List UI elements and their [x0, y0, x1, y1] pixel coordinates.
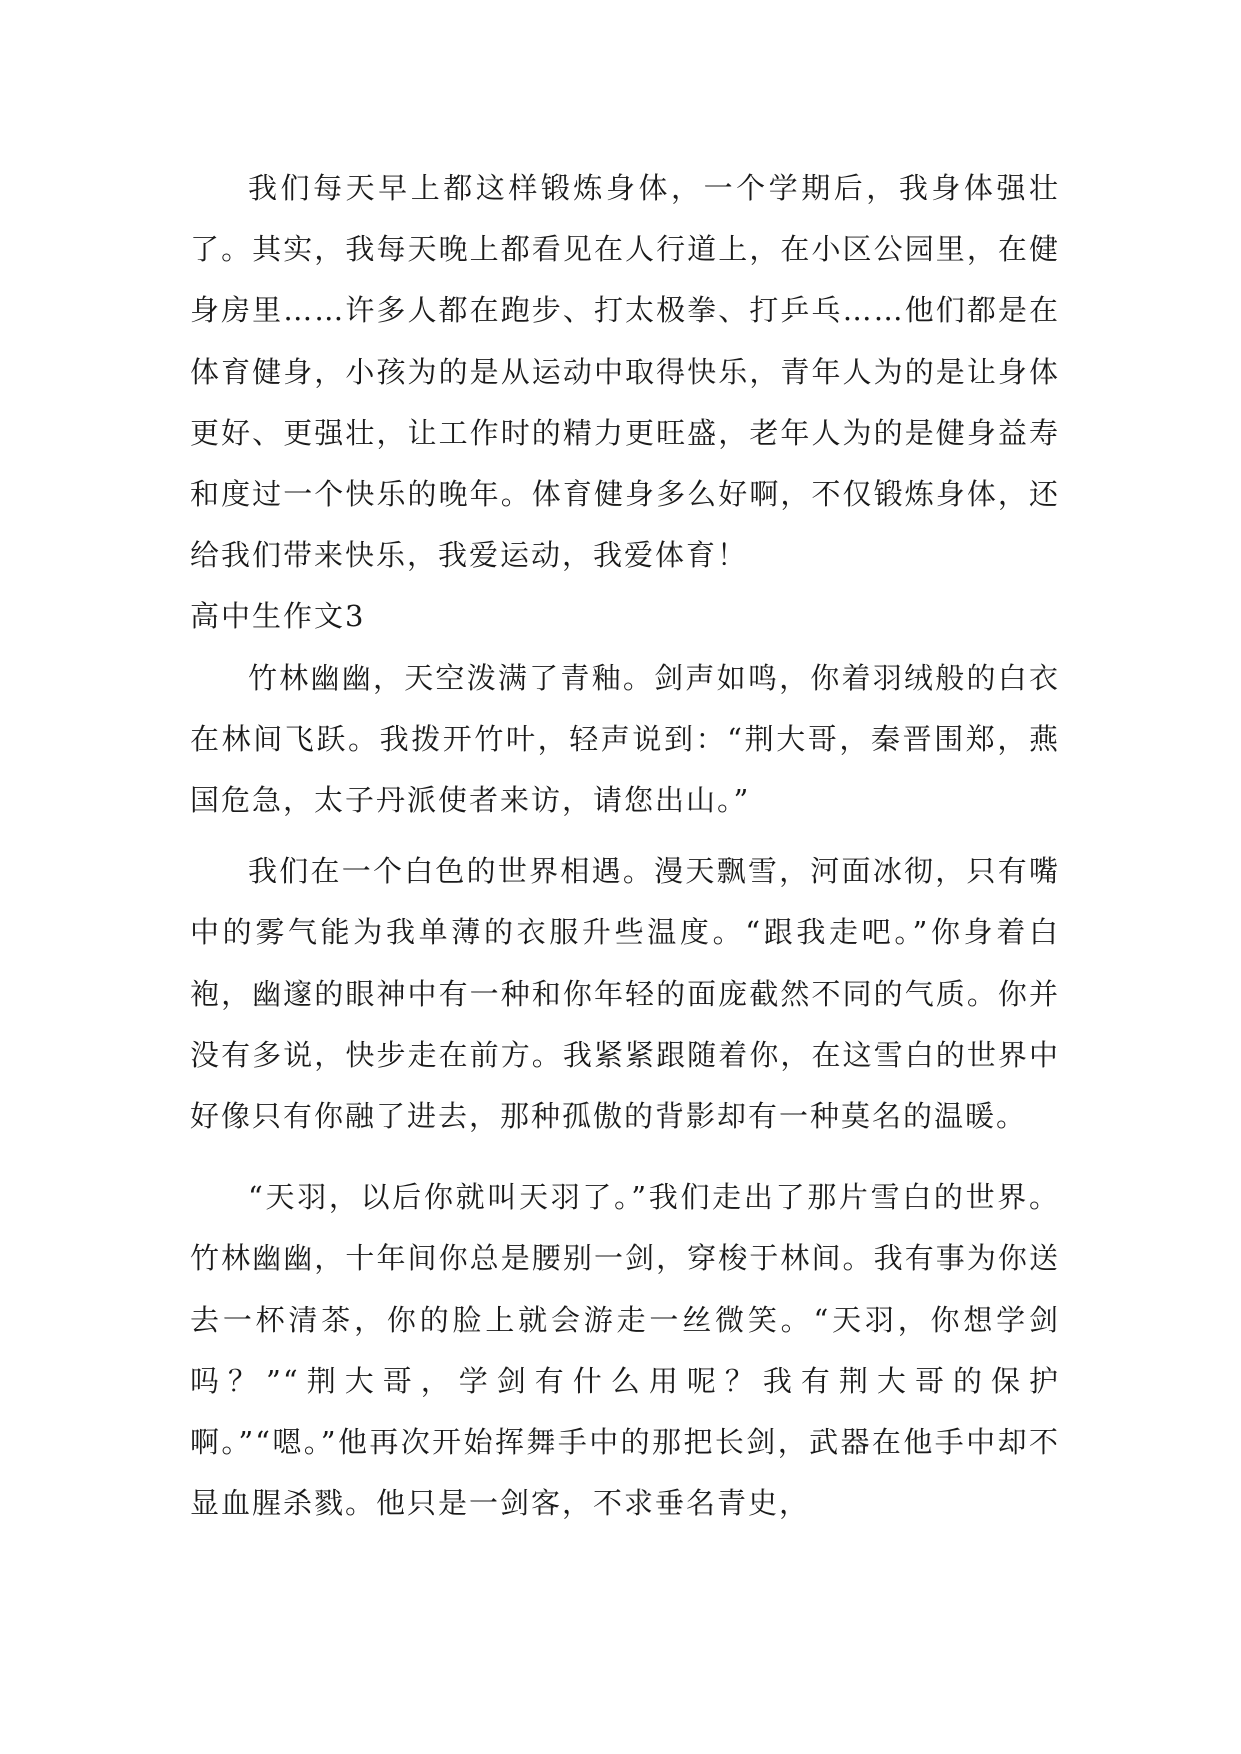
document-body [190, 158, 1060, 1534]
essay-heading: 高中生作文3 [190, 599, 366, 634]
paragraph-white-world: 我们在一个白色的世界相遇。漫天飘雪，河面冰彻，只有嘴中的雾气能为我单薄的衣服升些温度。“跟我走吧。”你身着白袍，幽邃的眼神中有一种和你年轻的面庞截然不同的气质。你并没有多说，快步走在前方。我紧紧跟随着你，在这雪白的世界中好像只有你融了进去，那种孤傲的背影却有一种莫名的温暖。 [190, 854, 1060, 1134]
paragraph-tianyu: “天羽，以后你就叫天羽了。”我们走出了那片雪白的世界。竹林幽幽，十年间你总是腰别一剑，穿梭于林间。我有事为你送去一杯清茶，你的脸上就会游走一丝微笑。“天羽，你想学剑吗？”“荆大哥，学剑有什么用呢？我有荆大哥的保护啊。”“嗯。”他再次开始挥舞手中的那把长剑，武器在他手中却不显血腥杀戮。他只是一剑客，不求垂名青史， [190, 1180, 1060, 1521]
paragraph-bamboo-forest: 竹林幽幽，天空泼满了青釉。剑声如鸣，你着羽绒般的白衣在林间飞跃。我拨开竹叶，轻声说到：“荆大哥，秦晋围郑，燕国危急，太子丹派使者来访，请您出山。” [190, 660, 1060, 818]
paragraph-exercise: 我们每天早上都这样锻炼身体，一个学期后，我身体强壮了。其实，我每天晚上都看见在人行道上，在小区公园里，在健身房里……许多人都在跑步、打太极拳、打乒乓……他们都是在体育健身，小孩为的是从运动中取得快乐，青年人为的是让身体更好、更强壮，让工作时的精力更旺盛，老年人为的是健身益寿和度过一个快乐的晚年。体育健身多么好啊，不仅锻炼身体，还给我们带来快乐，我爱运动，我爱体育！ [190, 171, 1060, 573]
